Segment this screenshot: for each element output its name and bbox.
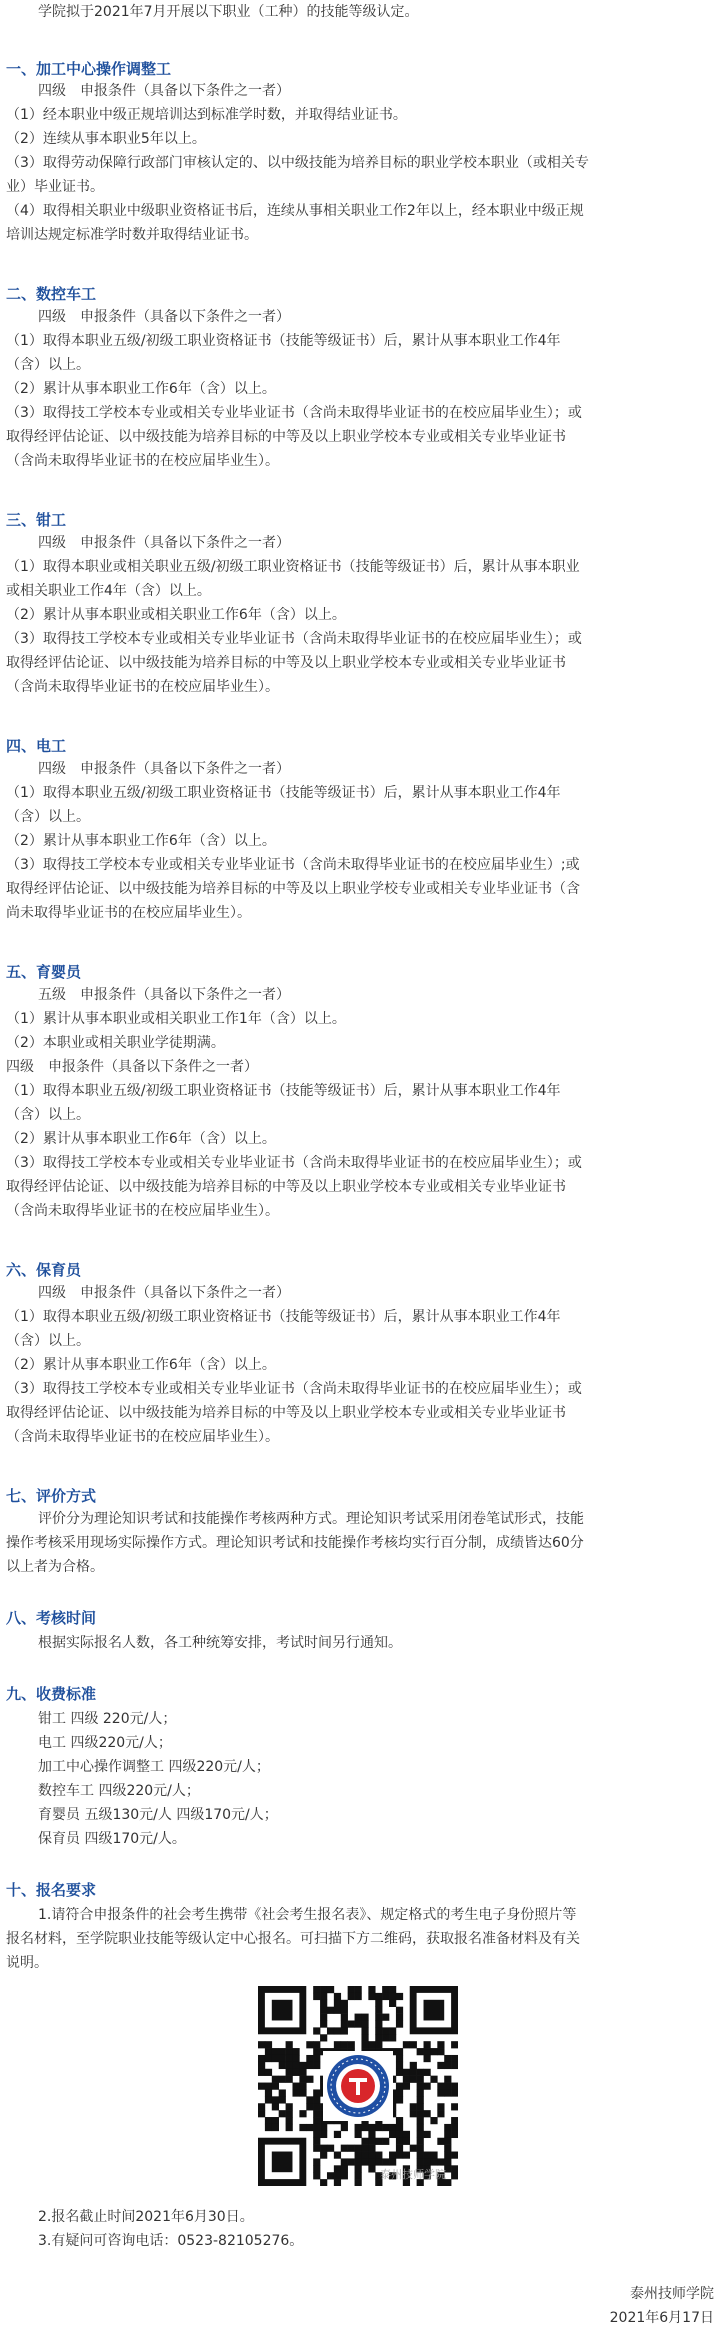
condition-item: （4）取得相关职业中级职业资格证书后，连续从事相关职业工作2年以上，经本职业中级正规 [6, 203, 584, 219]
level-condition: 四级 申报条件（具备以下条件之一者） [38, 309, 290, 325]
condition-item: （1）经本职业中级正规培训达到标准学时数，并取得结业证书。 [6, 107, 407, 123]
paragraph-line: 3.有疑问可咨询电话：0523-82105276。 [38, 2233, 304, 2249]
section-heading-electrician: 四、电工 [6, 737, 67, 755]
paragraph-line: 根据实际报名人数，各工种统筹安排，考试时间另行通知。 [38, 1635, 402, 1651]
condition-item: （1）取得本职业五级/初级工职业资格证书（技能等级证书）后，累计从事本职业工作4年 [6, 1083, 561, 1099]
condition-item: （1）取得本职业五级/初级工职业资格证书（技能等级证书）后，累计从事本职业工作4年 [6, 1309, 561, 1325]
condition-item: （1）取得本职业五级/初级工职业资格证书（技能等级证书）后，累计从事本职业工作4年 [6, 785, 561, 801]
paragraph-line: 报名材料，至学院职业技能等级认定中心报名。可扫描下方二维码，获取报名准备材料及有关 [6, 1931, 580, 1947]
section-heading-machining-center: 一、加工中心操作调整工 [6, 60, 172, 78]
condition-item-cont: 取得经评估论证、以中级技能为培养目标的中等及以上职业学校本专业或相关专业毕业证书 [6, 1405, 566, 1421]
condition-item: （3）取得劳动保障行政部门审核认定的、以中级技能为培养目标的职业学校本职业（或相关专 [6, 155, 589, 171]
condition-item-cont: 或相关职业工作4年（含）以上。 [6, 583, 211, 599]
condition-item: （1）累计从事本职业或相关职业工作1年（含）以上。 [6, 1011, 346, 1027]
condition-item-cont: 取得经评估论证、以中级技能为培养目标的中等及以上职业学校本专业或相关专业毕业证书 [6, 1179, 566, 1195]
condition-item-cont: 取得经评估论证、以中级技能为培养目标的中等及以上职业学校本专业或相关专业毕业证书 [6, 429, 566, 445]
condition-item-cont: 业）毕业证书。 [6, 179, 104, 195]
condition-item: （2）累计从事本职业工作6年（含）以上。 [6, 833, 276, 849]
paragraph-line: 说明。 [6, 1955, 48, 1971]
fee-item: 育婴员 五级130元/人 四级170元/人； [38, 1807, 278, 1823]
condition-item: （3）取得技工学校本专业或相关专业毕业证书（含尚未取得毕业证书的在校应届毕业生）；或 [6, 1381, 582, 1397]
condition-item-cont: 取得经评估论证、以中级技能为培养目标的中等及以上职业学校本专业或相关专业毕业证书 [6, 655, 566, 671]
paragraph-line: 评价分为理论知识考试和技能操作考核两种方式。理论知识考试采用闭卷笔试形式，技能 [38, 1511, 584, 1527]
paragraph-line: 以上者为合格。 [6, 1559, 104, 1575]
section-heading-nursery-worker: 五、育婴员 [6, 963, 82, 981]
section-heading-cnc-lathe: 二、数控车工 [6, 285, 97, 303]
condition-item: （3）取得技工学校本专业或相关专业毕业证书（含尚未取得毕业证书的在校应届毕业生）；或 [6, 405, 582, 421]
condition-item: （2）本职业或相关职业学徒期满。 [6, 1035, 225, 1051]
fee-item: 保育员 四级170元/人。 [38, 1831, 186, 1847]
level-condition: 四级 申报条件（具备以下条件之一者） [6, 1059, 258, 1075]
condition-item: （1）取得本职业或相关职业五级/初级工职业资格证书（技能等级证书）后，累计从事本职业 [6, 559, 580, 575]
registration-qr-code[interactable] [258, 1986, 458, 2186]
section-heading-fitter: 三、钳工 [6, 511, 67, 529]
section-heading-evaluation: 七、评价方式 [6, 1487, 97, 1505]
paragraph-line: 操作考核采用现场实际操作方式。理论知识考试和技能操作考核均实行百分制，成绩皆达60分 [6, 1535, 584, 1551]
school-logo-icon [323, 2051, 393, 2121]
intro-text: 学院拟于2021年7月开展以下职业（工种）的技能等级认定。 [38, 4, 419, 20]
fee-item: 电工 四级220元/人； [38, 1735, 172, 1751]
condition-item: （2）累计从事本职业工作6年（含）以上。 [6, 1357, 276, 1373]
condition-item: （2）累计从事本职业工作6年（含）以上。 [6, 1131, 276, 1147]
condition-item-cont: （含尚未取得毕业证书的在校应届毕业生）。 [6, 1203, 279, 1219]
section-heading-fees: 九、收费标准 [6, 1685, 97, 1703]
condition-item: （2）累计从事本职业工作6年（含）以上。 [6, 381, 276, 397]
condition-item: （3）取得技工学校本专业或相关专业毕业证书（含尚未取得毕业证书的在校应届毕业生）;或 [6, 857, 580, 873]
condition-item-cont: 尚未取得毕业证书的在校应届毕业生）。 [6, 905, 251, 921]
section-heading-registration: 十、报名要求 [6, 1881, 97, 1899]
level-condition: 四级 申报条件（具备以下条件之一者） [38, 1285, 290, 1301]
level-condition: 四级 申报条件（具备以下条件之一者） [38, 535, 290, 551]
level-condition: 四级 申报条件（具备以下条件之一者） [38, 83, 290, 99]
condition-item-cont: （含）以上。 [6, 1333, 90, 1349]
condition-item: （1）取得本职业五级/初级工职业资格证书（技能等级证书）后，累计从事本职业工作4年 [6, 333, 561, 349]
condition-item: （2）连续从事本职业5年以上。 [6, 131, 206, 147]
condition-item-cont: （含）以上。 [6, 357, 90, 373]
paragraph-line: 2.报名截止时间2021年6月30日。 [38, 2209, 254, 2225]
condition-item-cont: （含尚未取得毕业证书的在校应届毕业生）。 [6, 453, 279, 469]
fee-item: 数控车工 四级220元/人； [38, 1783, 200, 1799]
section-heading-childcare-worker: 六、保育员 [6, 1261, 82, 1279]
condition-item-cont: 培训达规定标准学时数并取得结业证书。 [6, 227, 258, 243]
fee-item: 钳工 四级 220元/人； [38, 1711, 177, 1727]
level-condition: 四级 申报条件（具备以下条件之一者） [38, 761, 290, 777]
condition-item-cont: （含）以上。 [6, 809, 90, 825]
condition-item: （3）取得技工学校本专业或相关专业毕业证书（含尚未取得毕业证书的在校应届毕业生）；或 [6, 631, 582, 647]
condition-item-cont: （含）以上。 [6, 1107, 90, 1123]
level-condition: 五级 申报条件（具备以下条件之一者） [38, 987, 290, 1003]
condition-item: （3）取得技工学校本专业或相关专业毕业证书（含尚未取得毕业证书的在校应届毕业生）；或 [6, 1155, 582, 1171]
condition-item-cont: （含尚未取得毕业证书的在校应届毕业生）。 [6, 1429, 279, 1445]
paragraph-line: 1.请符合申报条件的社会考生携带《社会考生报名表》、规定格式的考生电子身份照片等 [38, 1907, 577, 1923]
condition-item: （2）累计从事本职业或相关职业工作6年（含）以上。 [6, 607, 346, 623]
fee-item: 加工中心操作调整工 四级220元/人； [38, 1759, 270, 1775]
qr-watermark: 泰州技师学院 [380, 2168, 446, 2181]
condition-item-cont: （含尚未取得毕业证书的在校应届毕业生）。 [6, 679, 279, 695]
condition-item-cont: 取得经评估论证、以中级技能为培养目标的中等及以上职业学校专业或相关专业毕业证书（含 [6, 881, 580, 897]
signature-date: 2021年6月17日 [609, 2310, 714, 2326]
signature-org: 泰州技师学院 [630, 2286, 714, 2302]
section-heading-exam-time: 八、考核时间 [6, 1609, 97, 1627]
